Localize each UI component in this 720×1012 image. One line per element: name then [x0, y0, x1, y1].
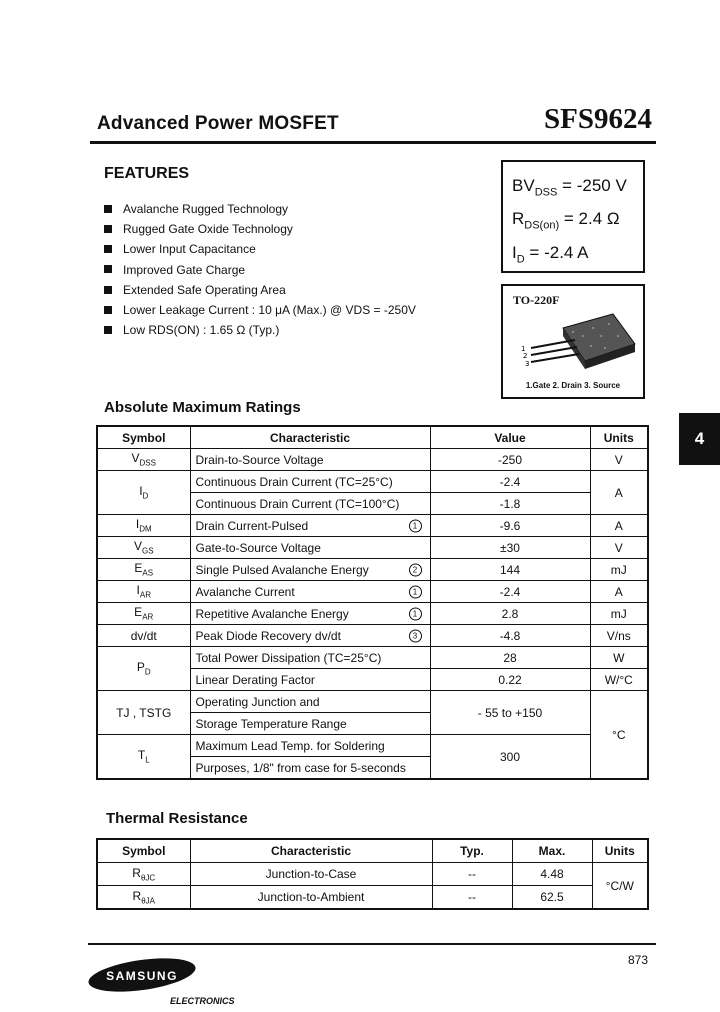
characteristic-cell: Repetitive Avalanche Energy 1: [190, 603, 430, 625]
characteristic-cell: Drain-to-Source Voltage: [190, 449, 430, 471]
table-row: [97, 691, 648, 713]
spec-rds-on: $R_{DS(on)} = 2.4$ Ω: [512, 209, 620, 232]
spec-id: $I_D = -2.4$ A: [512, 243, 589, 266]
header-divider: [90, 141, 656, 144]
value-cell: - 55 to +150: [430, 691, 590, 735]
package-name: TO-220F: [513, 293, 560, 307]
units-cell: W/°C: [590, 669, 648, 691]
col-header-symbol: Symbol: [97, 839, 190, 863]
table-row: [97, 735, 648, 757]
footnote-marker: 1: [409, 607, 422, 620]
footnote-marker: 2: [409, 563, 422, 576]
value-cell: 2.8: [430, 603, 590, 625]
units-cell: A: [590, 515, 648, 537]
bullet-icon: [104, 265, 112, 273]
value-cell: -2.4: [430, 471, 590, 493]
units-cell: A: [590, 471, 648, 515]
feature-item: Extended Safe Operating Area: [104, 280, 416, 300]
package-box: [501, 284, 645, 399]
pin-label: 1: [521, 345, 526, 353]
characteristic-cell: Junction-to-Case: [190, 863, 432, 886]
bullet-icon: [104, 286, 112, 294]
characteristic-cell: Drain Current-Pulsed 1: [190, 515, 430, 537]
units-cell: mJ: [590, 603, 648, 625]
table-row: [97, 559, 648, 581]
footnote-marker: 1: [409, 519, 422, 532]
key-specs-box: [501, 160, 645, 273]
table-row: [97, 449, 648, 471]
symbol-cell: $R_{\theta JA}$: [97, 886, 190, 910]
section-tab: 4: [679, 413, 720, 465]
symbol-cell: $V_{GS}$: [97, 537, 190, 559]
col-header-characteristic: Characteristic: [190, 839, 432, 863]
features-heading: FEATURES: [104, 165, 190, 182]
table-row: [97, 471, 648, 493]
units-cell: °C/W: [592, 863, 648, 910]
feature-item: Avalanche Rugged Technology: [104, 199, 416, 219]
units-cell: A: [590, 581, 648, 603]
max-cell: 62.5: [512, 886, 592, 910]
table-header-row: [97, 426, 648, 449]
footnote-marker: 3: [409, 629, 422, 642]
symbol-cell: TJ , TSTG: [97, 691, 190, 735]
table-row: [97, 625, 648, 647]
symbol-cell: $I_{AR}$: [97, 581, 190, 603]
table-row: [97, 603, 648, 625]
amr-heading: Absolute Maximum Ratings: [104, 399, 301, 416]
spec-bvdss: $BV_{DSS} = -250$ V: [512, 176, 627, 199]
table-row: [97, 515, 648, 537]
pinout-caption: 1.Gate 2. Drain 3. Source: [525, 381, 621, 390]
characteristic-cell: Continuous Drain Current (TC=25°C): [190, 471, 430, 493]
characteristic-cell: Avalanche Current 1: [190, 581, 430, 603]
value-cell: 144: [430, 559, 590, 581]
samsung-logo-icon: [86, 955, 198, 995]
page-number: 873: [628, 953, 649, 967]
characteristic-cell: Purposes, 1/8" from case for 5-seconds: [190, 757, 430, 780]
characteristic-cell: Peak Diode Recovery dv/dt 3: [190, 625, 430, 647]
units-cell: °C: [590, 691, 648, 780]
value-cell: -250: [430, 449, 590, 471]
typ-cell: --: [432, 863, 512, 886]
table-row: [97, 886, 648, 910]
typ-cell: --: [432, 886, 512, 910]
bullet-icon: [104, 225, 112, 233]
value-cell: ±30: [430, 537, 590, 559]
bullet-icon: [104, 205, 112, 213]
symbol-cell: dv/dt: [97, 625, 190, 647]
col-header-value: Value: [430, 426, 590, 449]
symbol-cell: $R_{\theta JC}$: [97, 863, 190, 886]
table-row: [97, 537, 648, 559]
characteristic-cell: Operating Junction and: [190, 691, 430, 713]
col-header-typ: Typ.: [432, 839, 512, 863]
table-row: [97, 863, 648, 886]
document-title: Advanced Power MOSFET: [97, 113, 339, 134]
value-cell: 300: [430, 735, 590, 780]
division-label: ELECTRONICS: [170, 996, 235, 1006]
symbol-cell: $I_D$: [97, 471, 190, 515]
thermal-heading: Thermal Resistance: [106, 810, 248, 827]
units-cell: V/ns: [590, 625, 648, 647]
value-cell: 28: [430, 647, 590, 669]
footnote-marker: 1: [409, 585, 422, 598]
characteristic-cell: Storage Temperature Range: [190, 713, 430, 735]
characteristic-cell: Junction-to-Ambient: [190, 886, 432, 910]
to220f-package-icon: [513, 306, 637, 378]
table-row: [97, 647, 648, 669]
units-cell: V: [590, 449, 648, 471]
units-cell: W: [590, 647, 648, 669]
value-cell: -4.8: [430, 625, 590, 647]
table-header-row: [97, 839, 648, 863]
units-cell: mJ: [590, 559, 648, 581]
bullet-icon: [104, 245, 112, 253]
characteristic-cell: Total Power Dissipation (TC=25°C): [190, 647, 430, 669]
absolute-max-ratings-table: [96, 425, 649, 780]
symbol-cell: $E_{AR}$: [97, 603, 190, 625]
symbol-cell: $P_D$: [97, 647, 190, 691]
bullet-icon: [104, 326, 112, 334]
pin-label: 3: [525, 360, 530, 368]
features-list: [104, 199, 416, 340]
feature-item: Rugged Gate Oxide Technology: [104, 219, 416, 239]
value-cell: -1.8: [430, 493, 590, 515]
units-cell: V: [590, 537, 648, 559]
characteristic-cell: Gate-to-Source Voltage: [190, 537, 430, 559]
feature-item: Low RDS(ON) : 1.65 Ω (Typ.): [104, 320, 416, 340]
value-cell: 0.22: [430, 669, 590, 691]
symbol-cell: $I_{DM}$: [97, 515, 190, 537]
symbol-cell: $V_{DSS}$: [97, 449, 190, 471]
characteristic-cell: Continuous Drain Current (TC=100°C): [190, 493, 430, 515]
col-header-units: Units: [590, 426, 648, 449]
value-cell: -9.6: [430, 515, 590, 537]
characteristic-cell: Maximum Lead Temp. for Soldering: [190, 735, 430, 757]
characteristic-cell: Linear Derating Factor: [190, 669, 430, 691]
part-number: SFS9624: [544, 103, 652, 135]
pin-label: 2: [523, 352, 528, 360]
symbol-cell: $T_L$: [97, 735, 190, 780]
col-header-symbol: Symbol: [97, 426, 190, 449]
characteristic-cell: Single Pulsed Avalanche Energy 2: [190, 559, 430, 581]
feature-item: Improved Gate Charge: [104, 260, 416, 280]
max-cell: 4.48: [512, 863, 592, 886]
symbol-cell: $E_{AS}$: [97, 559, 190, 581]
col-header-units: Units: [592, 839, 648, 863]
col-header-characteristic: Characteristic: [190, 426, 430, 449]
feature-item: Lower Leakage Current : 10 μA (Max.) @ VDS = -250V: [104, 300, 416, 320]
value-cell: -2.4: [430, 581, 590, 603]
table-row: [97, 581, 648, 603]
bullet-icon: [104, 306, 112, 314]
svg-text:SAMSUNG: SAMSUNG: [106, 969, 178, 983]
col-header-max: Max.: [512, 839, 592, 863]
thermal-resistance-table: [96, 838, 649, 910]
footer-divider: [88, 943, 656, 945]
feature-item: Lower Input Capacitance: [104, 239, 416, 259]
